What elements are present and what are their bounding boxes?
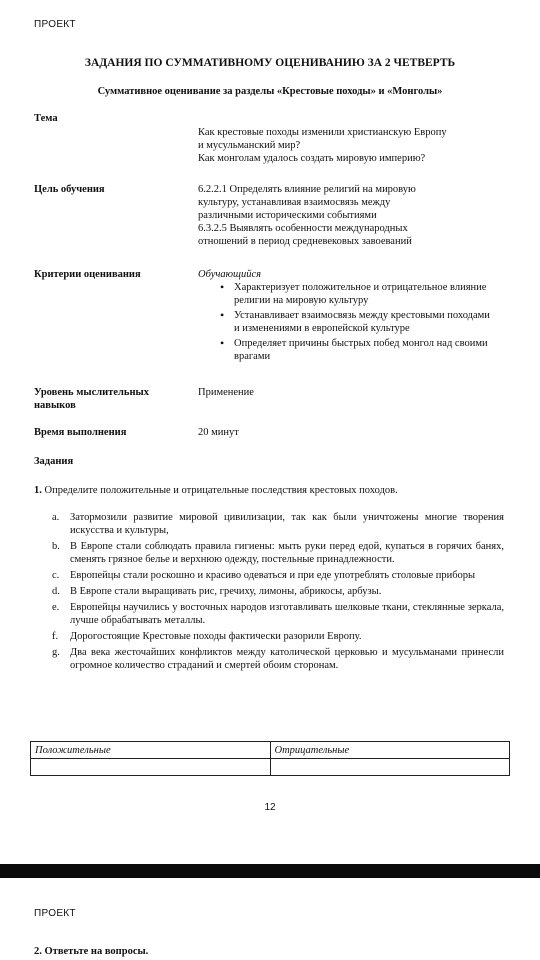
header-positive: Положительные — [31, 742, 271, 759]
option-mark: f. — [52, 631, 59, 642]
criteria-item: • Определяет причины быстрых побед монгол над своими врагами — [234, 337, 498, 363]
criteria-learner: Обучающийся — [198, 269, 262, 280]
goal-line: отношений в период средневековых завоеваний — [198, 236, 412, 247]
topic-line: Как крестовые походы изменили христианскую Европу — [198, 127, 447, 138]
goal-line: различными историческими событиями — [198, 210, 377, 221]
topic-line: Как монголам удалось создать мировую империю? — [198, 153, 426, 164]
option-item — [0, 646, 534, 672]
goal-line: культуру, устанавливая взаимосвязь между — [198, 197, 391, 208]
option-item — [0, 585, 534, 598]
tasks-heading: Задания — [34, 456, 74, 467]
question-1-number: 1. — [34, 485, 42, 496]
option-item — [0, 630, 534, 643]
page-number: 12 — [264, 802, 276, 813]
criteria-item: • Характеризует положительное и отрицательное влияние религии на мировую культуру — [234, 281, 498, 307]
topic-value — [198, 126, 508, 165]
goal-line: 6.2.2.1 Определять влияние религий на мировую — [198, 184, 416, 195]
topic-line: и мусульманский мир? — [198, 140, 301, 151]
option-item — [0, 569, 534, 582]
criteria-list — [198, 281, 498, 363]
document-page-2 — [0, 878, 540, 960]
learning-goal-label: Цель обучения — [34, 184, 105, 195]
question-2: 2. Ответьте на вопросы. — [34, 946, 149, 957]
answer-cell-negative[interactable] — [270, 759, 510, 776]
question-1 — [34, 484, 514, 497]
duration-label: Время выполнения — [34, 427, 127, 438]
thinking-level-value: Применение — [198, 387, 254, 398]
option-text: Европейцы стали роскошно и красиво одеваться и при еде употреблять столовые приборы — [70, 570, 476, 581]
option-item — [0, 540, 534, 566]
answer-table-row — [31, 759, 510, 776]
page-separator — [0, 864, 540, 878]
goal-line: 6.3.2.5 Выявлять особенности международных — [198, 223, 408, 234]
option-mark: a. — [52, 512, 60, 523]
answer-table — [30, 741, 510, 776]
option-mark: b. — [52, 541, 60, 552]
option-mark: e. — [52, 602, 60, 613]
topic-label: Тема — [34, 113, 58, 124]
thinking-level-label-line: Уровень мыслительных — [34, 387, 149, 398]
draft-label: ПРОЕКТ — [34, 19, 76, 30]
page-title: ЗАДАНИЯ ПО СУММАТИВНОМУ ОЦЕНИВАНИЮ ЗА 2 ЧЕТВЕРТЬ — [84, 57, 456, 69]
option-text: Дорогостоящие Крестовые походы фактически разорили Европу. — [70, 631, 362, 642]
option-text: Два века жесточайших конфликтов между католической церковью и мусульманами принесли огромное количество страданий и смертей обоим сторонам. — [70, 647, 504, 671]
criteria-value — [198, 268, 498, 365]
option-mark: c. — [52, 570, 60, 581]
option-item — [0, 511, 534, 537]
learning-goal-value — [198, 183, 508, 248]
option-mark: g. — [52, 647, 60, 658]
answer-table-header-row — [31, 742, 510, 759]
answer-cell-positive[interactable] — [31, 759, 271, 776]
option-text: В Европе стали выращивать рис, гречиху, лимоны, абрикосы, арбузы. — [70, 586, 382, 597]
thinking-level-label — [34, 386, 149, 412]
question-1-options — [0, 511, 534, 675]
option-mark: d. — [52, 586, 60, 597]
option-text: Европейцы научились у восточных народов изготавливать шелковые ткани, стеклянные зеркала, лучше обрабатывать металлы. — [70, 602, 504, 626]
option-text: В Европе стали соблюдать правила гигиены: мыть руки перед едой, купаться в горячих банях, сменять грязное белье и верхнюю одежду, постельные принадлежности. — [70, 541, 504, 565]
header-negative: Отрицательные — [270, 742, 510, 759]
criteria-label: Критерии оценивания — [34, 269, 141, 280]
criteria-item: • Устанавливает взаимосвязь между крестовыми походами и изменениями в европейской культуре — [234, 309, 498, 335]
page-subtitle: Суммативное оценивание за разделы «Крестовые походы» и «Монголы» — [97, 86, 443, 97]
option-text: Затормозили развитие мировой цивилизации, так как были уничтожены многие творения искусства и культуры, — [70, 512, 504, 536]
draft-label: ПРОЕКТ — [34, 908, 76, 919]
thinking-level-label-line: навыков — [34, 400, 76, 411]
duration-value: 20 минут — [198, 427, 239, 438]
option-item — [0, 601, 534, 627]
question-1-text: Определите положительные и отрицательные последствия крестовых походов. — [44, 485, 398, 496]
